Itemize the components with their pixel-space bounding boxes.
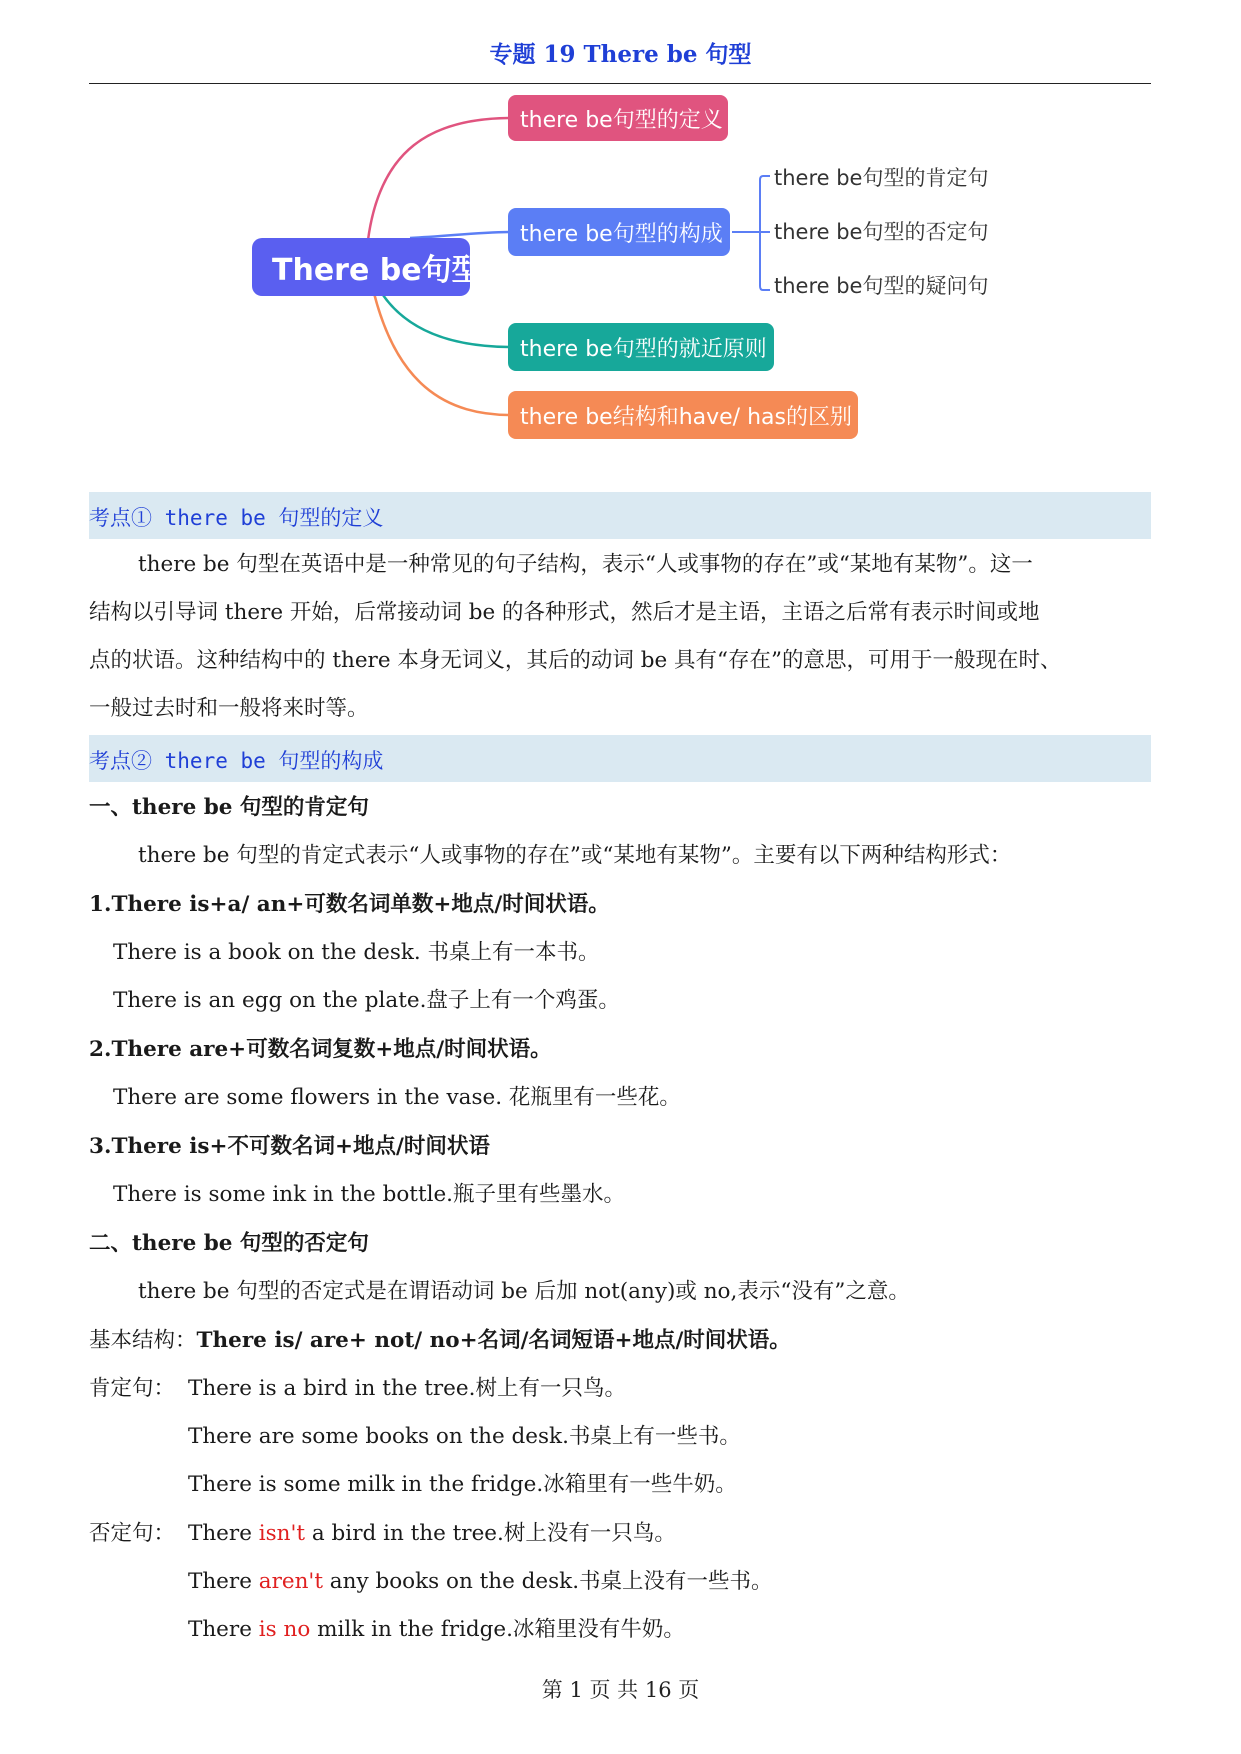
sub1-intro: there be 句型的肯定式表示“人或事物的存在”或“某地有某物”。主要有以下两种结构形式：: [138, 843, 1012, 868]
neg1-part-a: There: [188, 1521, 259, 1546]
branch-proximity: [508, 323, 774, 371]
sub2-title: 二、there be 句型的否定句: [89, 1231, 369, 1256]
mind-map: [250, 90, 1010, 450]
branch-label: there be句型的定义: [520, 107, 723, 133]
rule3: 3.There is+不可数名词+地点/时间状语: [89, 1134, 490, 1159]
positive-label: 肯定句：: [89, 1376, 176, 1401]
page-number: 第 1 页 共 16 页: [541, 1678, 700, 1702]
section2-heading: 考点② there be 句型的构成: [89, 749, 384, 773]
basic-structure: There is/ are+ not/ no+名词/名词短语+地点/时间状语。: [196, 1328, 791, 1353]
sub-question: there be句型的疑问句: [774, 274, 989, 298]
positive-example2: There are some books on the desk.书桌上有一些书。: [188, 1424, 741, 1449]
neg2-part-a: There: [188, 1569, 259, 1594]
connector-definition: [368, 118, 512, 240]
page-title: 专题 19 There be 句型: [489, 41, 752, 68]
header-rule: [89, 83, 1151, 84]
neg3-highlight: is no: [258, 1617, 311, 1642]
section1-heading: 考点① there be 句型的定义: [89, 506, 384, 530]
branch-structure: [508, 208, 730, 256]
rule2-example1: There are some flowers in the vase. 花瓶里有一些花。: [113, 1085, 681, 1110]
positive-example3: There is some milk in the fridge.冰箱里有一些牛奶。: [188, 1472, 737, 1497]
section1-para-line2: 结构以引导词 there 开始，后常接动词 be 的各种形式，然后才是主语，主语之后常有表示时间或地: [89, 600, 1040, 625]
sub2-intro: there be 句型的否定式是在谓语动词 be 后加 not(any)或 no,表示“没有”之意。: [138, 1279, 910, 1304]
rule2: 2.There are+可数名词复数+地点/时间状语。: [89, 1037, 552, 1062]
section1-para-line1: there be 句型在英语中是一种常见的句子结构，表示“人或事物的存在”或“某地有某物”。这一: [138, 552, 1033, 577]
negative-example3: [188, 1615, 685, 1645]
sub-affirmative: there be句型的肯定句: [774, 166, 989, 190]
root-node-label: There be句型: [272, 253, 482, 288]
rule1: 1.There is+a/ an+可数名词单数+地点/时间状语。: [89, 892, 610, 917]
section1-para-line4: 一般过去时和一般将来时等。: [89, 696, 369, 721]
section1-heading-band: [89, 492, 1151, 539]
section2-heading-band: [89, 735, 1151, 782]
branch-label: there be句型的构成: [520, 221, 723, 247]
rule3-example1: There is some ink in the bottle.瓶子里有些墨水。: [113, 1182, 626, 1207]
rule1-example2: There is an egg on the plate.盘子上有一个鸡蛋。: [113, 988, 620, 1013]
neg1-part-b: a bird in the tree.树上没有一只鸟。: [305, 1521, 676, 1546]
negative-example1: [188, 1519, 676, 1549]
branch-have-has: [508, 391, 858, 439]
section1-para-line3: 点的状语。这种结构中的 there 本身无词义，其后的动词 be 具有“存在”的意思，可用于一般现在时、: [89, 648, 1062, 673]
neg3-part-b: milk in the fridge.冰箱里没有牛奶。: [310, 1617, 685, 1642]
branch-label: there be结构和have/ has的区别: [520, 404, 852, 430]
positive-example1: There is a bird in the tree.树上有一只鸟。: [188, 1376, 626, 1401]
neg1-highlight: isn't: [258, 1521, 306, 1546]
neg2-part-b: any books on the desk.书桌上没有一些书。: [322, 1569, 773, 1594]
branch-label: there be句型的就近原则: [520, 336, 767, 362]
connector-sub-bracket: [732, 176, 770, 290]
basic-structure-line: [89, 1326, 791, 1356]
negative-label: 否定句：: [89, 1521, 176, 1546]
neg2-highlight: aren't: [258, 1569, 323, 1594]
sub-negative: there be句型的否定句: [774, 220, 989, 244]
neg3-part-a: There: [188, 1617, 259, 1642]
sub1-title: 一、there be 句型的肯定句: [89, 795, 369, 820]
basic-structure-label: 基本结构：: [89, 1328, 197, 1353]
root-node: [252, 238, 482, 296]
branch-definition: [508, 95, 728, 141]
negative-example2: [188, 1567, 773, 1597]
rule1-example1: There is a book on the desk. 书桌上有一本书。: [113, 940, 600, 965]
